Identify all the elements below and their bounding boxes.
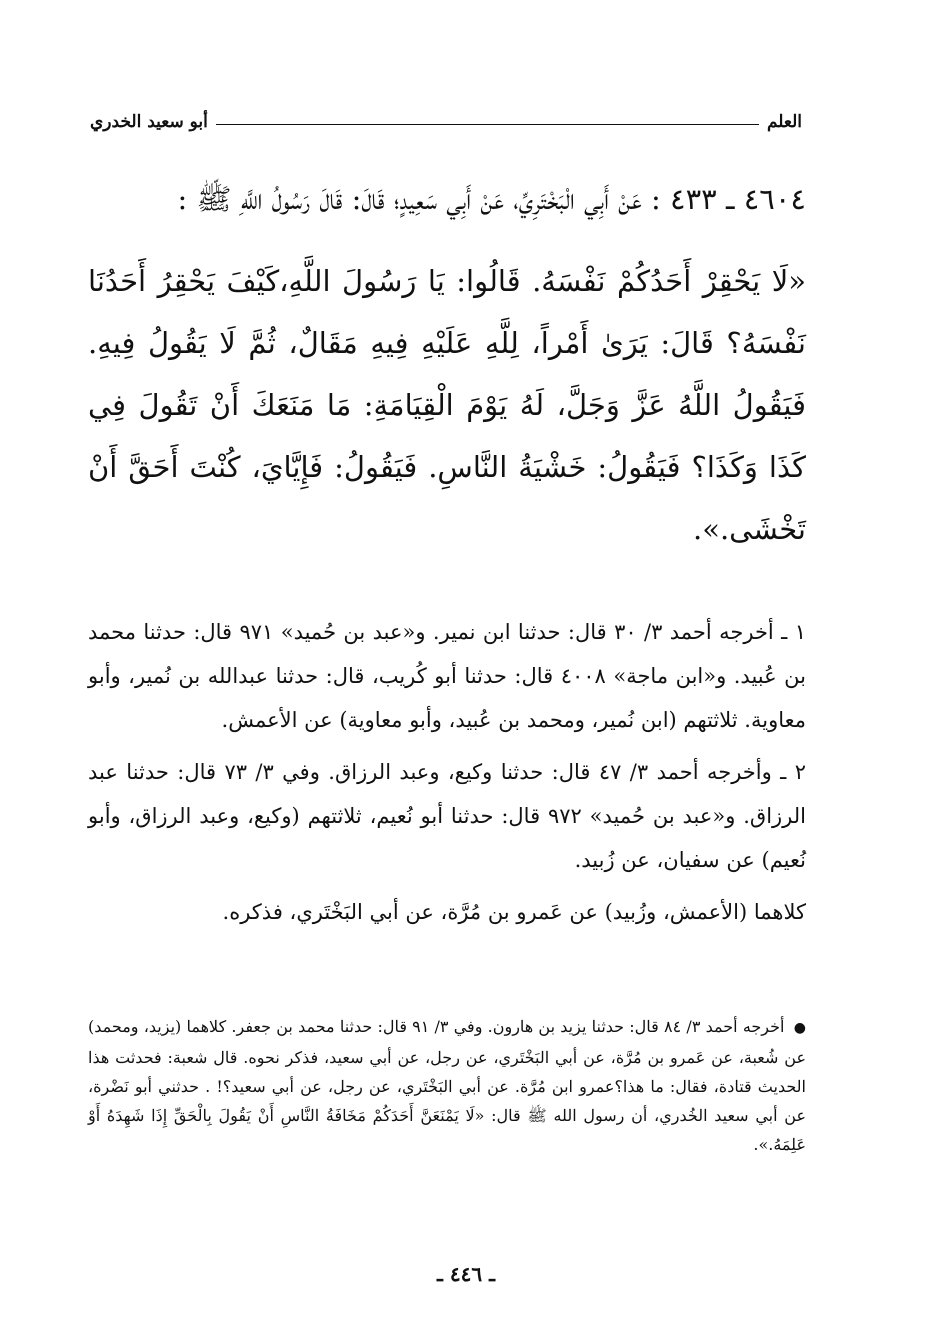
footnote-text: أخرجه أحمد ٣/ ٨٤ قال: حدثنا يزيد بن هارون. وفي ٣/ ٩١ قال: حدثنا محمد بن جعفر. كلاهما (يزيد، ومحمد) عن شُعبة، عن عَمرو بن مُرَّة، عن أبي البَخْتَري، عن رجل، عن أبي سعيد، فذكر نحوه. قال شعبة: فحدثت هذا الحديث قتادة، فقال: ما هذا؟عمرو ابن مُرَّة. عن أبي البَخْتَري، عن رجل، عن أبي سعيد؟! . حدثني أبو نَضْرة، عن أبي سعيد الخُدري، أن رسول الله ﷺ قال: «لَا يَمْنَعَنَّ أَحَدَكُمْ مَخَافَةُ النَّاسِ أَنْ يَقُولَ بِالْحَقِّ إِذَا شَهِدَهُ أَوْ عَلِمَهُ.». [88, 1017, 806, 1154]
takhrij-note-1: ١ ـ أخرجه أحمد ٣/ ٣٠ قال: حدثنا ابن نمير. و«عبد بن حُميد» ٩٧١ قال: حدثنا محمد بن عُبيد. و«ابن ماجة» ٤٠٠٨ قال: حدثنا أبو كُريب، قال: حدثنا عبدالله بن نُمير، وأبو معاوية. ثلاثتهم (ابن نُمير، ومحمد بن عُبيد، وأبو معاوية) عن الأعمش. [88, 620, 806, 732]
section-title: العلم [766, 112, 802, 132]
header-rule [216, 124, 759, 125]
takhrij-notes [88, 610, 806, 942]
takhrij-note-3: كلاهما (الأعمش، وزُبيد) عن عَمرو بن مُرَّة، عن أبي البَخْتَري، فذكره. [222, 900, 806, 924]
takhrij-note-2: ٢ ـ وأخرجه أحمد ٣/ ٤٧ قال: حدثنا وكيع، وعبد الرزاق. وفي ٣/ ٧٣ قال: حدثنا عبد الرزاق. و«عبد بن حُميد» ٩٧٢ قال: حدثنا أبو نُعيم، ثلاثتهم (وكيع، وعبد الرزاق، وأبو نُعيم) عن سفيان، عن زُبيد. [88, 760, 806, 872]
running-header [90, 96, 802, 132]
page-number: ـ ٤٤٦ ـ [437, 1262, 495, 1286]
bullet-icon: ● [793, 1020, 807, 1036]
hadith-text [88, 168, 806, 560]
author-name: أبو سعيد الخدري [90, 112, 208, 132]
hadith-isnad: ٤٦٠٤ ـ ٤٣٣ : عَنْ أَبِي الْبَخْتَرِيِّ، عَنْ أَبِي سَعِيدٍ؛ قَالَ: قَالَ رَسُولُ اللَّهِ ﷺ : [177, 182, 806, 216]
hadith-matn: «لَا يَحْقِرْ أَحَدُكُمْ نَفْسَهُ. قَالُوا: يَا رَسُولَ اللَّهِ،كَيْفَ يَحْقِرُ أَحَدُنَا نَفْسَهُ؟ قَالَ: يَرَىٰ أَمْراً، لِلَّهِ عَلَيْهِ فِيهِ مَقَالٌ، ثُمَّ لَا يَقُولُ فِيهِ. فَيَقُولُ اللَّهُ عَزَّ وَجَلَّ، لَهُ يَوْمَ الْقِيَامَةِ: مَا مَنَعَكَ أَنْ تَقُولَ فِي كَذَا وَكَذَا؟ فَيَقُولُ: خَشْيَةُ النَّاسِ. فَيَقُولُ: فَإِيَّايَ، كُنْتَ أَحَقَّ أَنْ تَخْشَى.». [88, 264, 806, 546]
footnote [88, 1012, 806, 1159]
